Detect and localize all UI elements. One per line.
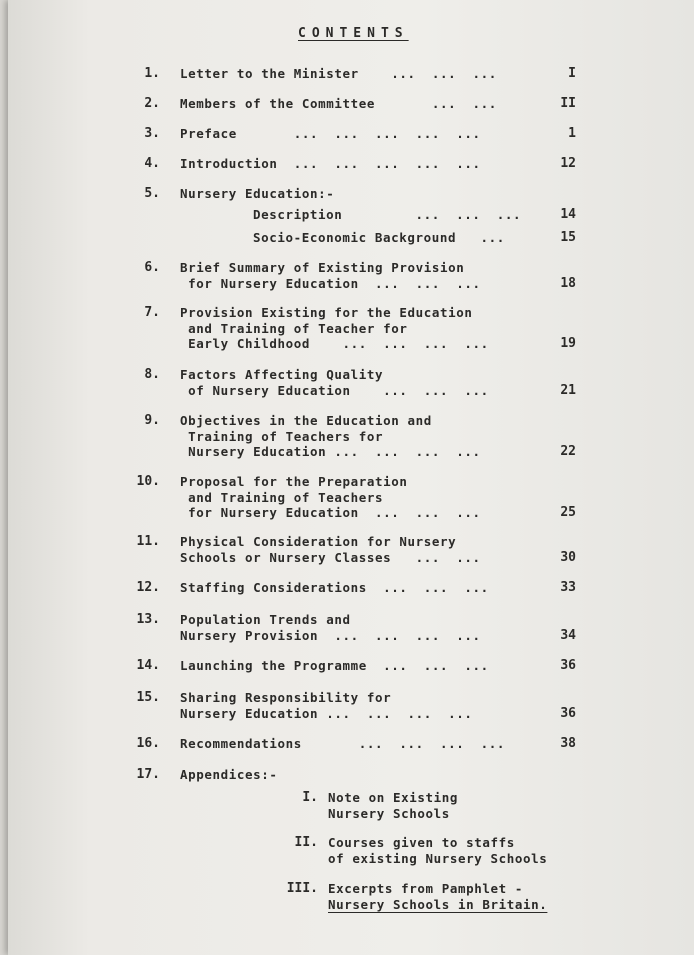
entry-number: 14. [136,658,160,673]
entry-title: Members of the Committee ... ... [180,96,497,111]
entry-page-number: 15 [560,230,576,245]
entry-title: Recommendations ... ... ... ... [180,736,506,751]
entry-title: Staffing Considerations ... ... ... [180,580,489,595]
entry-title: Proposal for the Preparation and Training of Teachers for Nursery Education ... ... ... [180,474,481,520]
entry-number: 13. [136,612,160,627]
entry-number: 15. [136,690,160,705]
entry-title: Objectives in the Education and Training of Teachers for Nursery Education ... ... ... ... [180,413,481,459]
entry-page-number: 14 [560,207,576,222]
entry-page-number: I [568,66,576,81]
entry-title: Brief Summary of Existing Provision for Nursery Education ... ... ... [180,260,481,291]
entry-title: Description ... ... ... [253,207,522,222]
entry-title: Nursery Education:- [180,186,335,201]
entry-page-number: 34 [560,627,576,643]
appendix-title: Excerpts from Pamphlet - Nursery Schools in Britain. [328,881,548,912]
entry-number: 17. [136,767,160,782]
entry-page-number: II [560,96,576,111]
entry-number: 5. [144,186,160,201]
entry-title: Physical Consideration for Nursery Schools or Nursery Classes ... ... [180,534,481,565]
entry-page-number: 25 [560,505,576,520]
entry-number: 1. [144,66,160,81]
entry-page-number: 22 [560,444,576,459]
entry-page-number: 30 [560,549,576,565]
appendix-title: Note on Existing Nursery Schools [328,790,459,821]
entry-number: 2. [144,96,160,111]
entry-number: 9. [144,413,160,428]
entry-title: Sharing Responsibility for Nursery Education ... ... ... ... [180,690,473,721]
entry-title: Factors Affecting Quality of Nursery Education ... ... ... [180,367,489,398]
entry-title: Population Trends and Nursery Provision ... ... ... ... [180,612,481,643]
entry-number: 6. [144,260,160,275]
entry-number: 10. [136,474,160,489]
entry-page-number: 36 [560,705,576,721]
entry-number: 11. [136,534,160,549]
entry-title: Letter to the Minister ... ... ... [180,66,497,81]
document-page [8,0,694,955]
appendix-number: I. [302,790,318,805]
entry-number: 8. [144,367,160,382]
entry-number: 7. [144,305,160,320]
entry-page-number: 1 [568,126,576,141]
page-title: CONTENTS [298,26,409,41]
entry-title: Introduction ... ... ... ... ... [180,156,481,171]
entry-number: 16. [136,736,160,751]
entry-page-number: 33 [560,580,576,595]
entry-page-number: 18 [560,275,576,291]
entry-title: Provision Existing for the Education and Training of Teacher for Early Childhood ... ... ... ... [180,305,489,351]
entry-page-number: 36 [560,658,576,673]
entry-page-number: 19 [560,336,576,351]
appendix-number: III. [286,881,318,896]
entry-number: 4. [144,156,160,171]
entry-number: 12. [136,580,160,595]
entry-title: Preface ... ... ... ... ... [180,126,481,141]
entry-title: Appendices:- [180,767,278,782]
entry-page-number: 21 [560,382,576,398]
entry-number: 3. [144,126,160,141]
entry-page-number: 12 [560,156,576,171]
appendix-title: Courses given to staffs of existing Nursery Schools [328,835,548,866]
entry-page-number: 38 [560,736,576,751]
entry-title: Launching the Programme ... ... ... [180,658,489,673]
appendix-number: II. [294,835,318,850]
entry-title: Socio-Economic Background ... [253,230,505,245]
